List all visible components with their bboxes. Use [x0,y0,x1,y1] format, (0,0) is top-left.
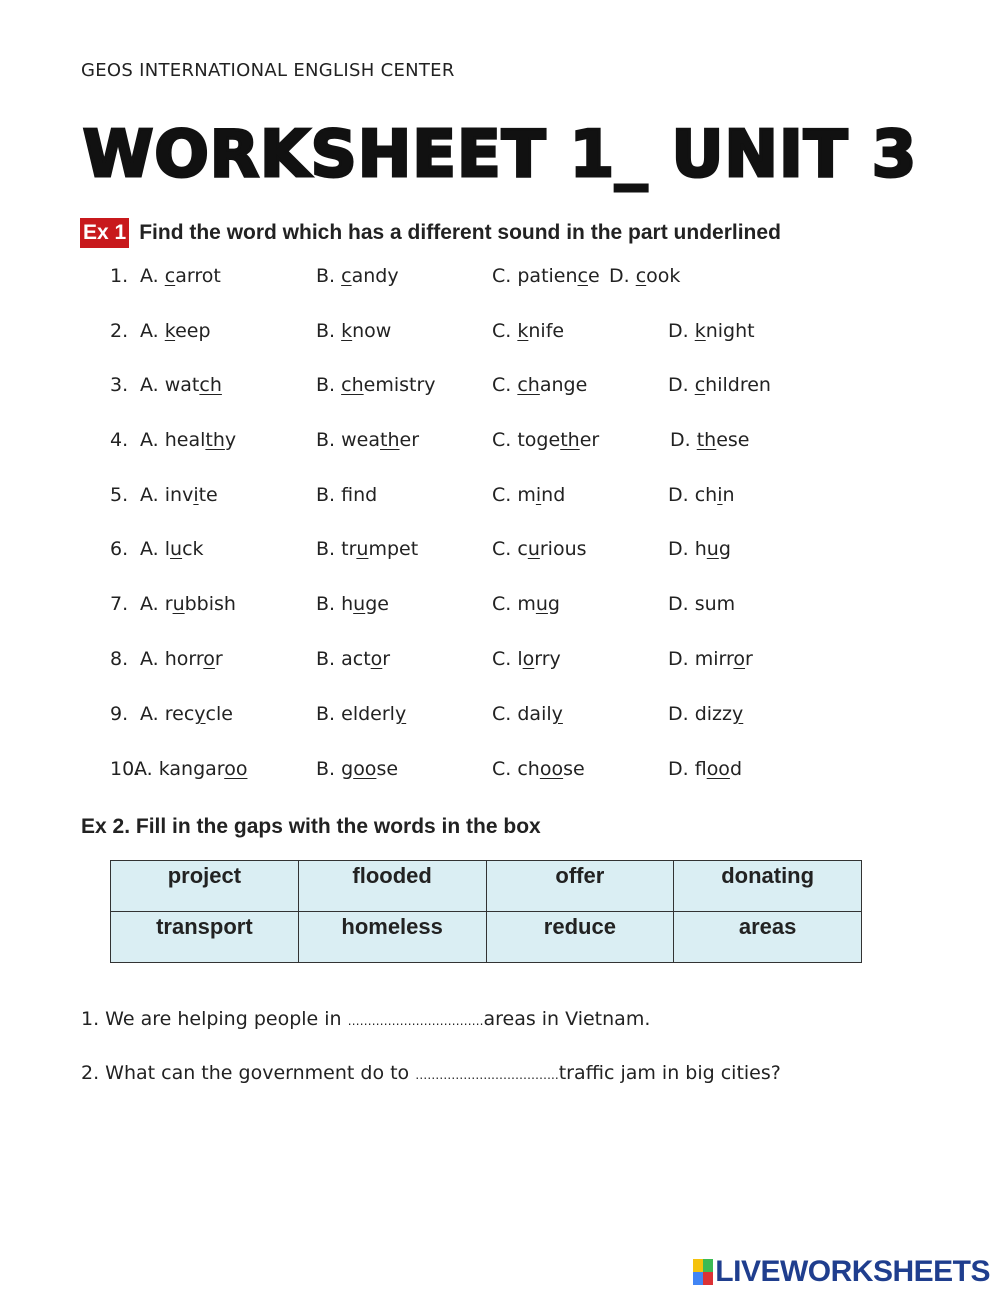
exercise-1-header [80,218,781,248]
answer-option[interactable] [668,593,735,615]
option-text: B. [316,758,342,780]
underlined-part: ch [341,374,364,396]
option-text: r [164,593,173,615]
option-text: te [198,484,218,506]
question-number: 7. [110,593,129,615]
answer-option[interactable] [316,484,377,506]
underlined-part: th [560,429,580,451]
underlined-part: i [717,484,723,506]
answer-option[interactable] [492,593,560,615]
option-text: andy [351,265,399,287]
option-text: d [729,758,742,780]
option-text: cle [205,703,233,725]
option-text: eep [175,320,211,342]
option-text: now [352,320,392,342]
question-row [0,374,1000,404]
option-text: se [563,758,585,780]
underlined-part: u [706,538,719,560]
answer-option[interactable] [316,374,436,396]
underlined-part: u [353,593,366,615]
answer-option[interactable] [316,538,418,560]
option-text: A. [140,484,165,506]
underlined-part: oo [706,758,730,780]
word-box-cell: project [111,861,299,912]
option-text: f [341,484,354,506]
underlined-part: i [535,484,542,506]
answer-option[interactable] [492,484,565,506]
option-text: C. [492,429,518,451]
answer-option[interactable] [140,703,233,725]
word-box-cell: homeless [298,912,486,963]
underlined-part: y [194,703,206,725]
option-text: A. [140,429,165,451]
logo-square [693,1272,703,1285]
option-text: h [341,593,354,615]
underlined-part: u [172,593,185,615]
option-text: D. [668,538,695,560]
option-text: D. [668,703,695,725]
underlined-part: i [193,484,199,506]
option-text: mpet [368,538,419,560]
word-box-row [111,861,862,912]
exercise-1-tag: Ex 1 [80,218,129,248]
underlined-part: c [577,265,588,287]
center-name: GEOS INTERNATIONAL ENGLISH CENTER [81,60,455,81]
answer-option[interactable] [316,429,419,451]
option-text: y [224,429,237,451]
option-text: A. [140,374,165,396]
option-text: A. [140,320,165,342]
option-text: A. [140,648,165,670]
word-box [110,860,862,963]
answer-option[interactable] [492,320,564,342]
logo-square [703,1272,713,1285]
word-box-cell: areas [674,912,862,963]
underlined-part: u [535,593,548,615]
underlined-part: u [356,538,369,560]
option-text: A. [140,593,165,615]
answer-option[interactable] [140,320,211,342]
option-text: ange [539,374,588,396]
liveworksheets-logo-icon [693,1259,713,1285]
answer-option[interactable] [140,484,218,506]
option-text: kangar [158,758,225,780]
question-number: 6. [110,538,129,560]
option-text: dail [517,703,552,725]
question-number: 3. [110,374,129,396]
option-text: B. [316,374,342,396]
option-text: hildren [705,374,771,396]
option-text: r [214,648,223,670]
gap-blank[interactable]: ……………….…………….. [415,1068,559,1082]
underlined-part: th [380,429,400,451]
option-text: B. [316,429,342,451]
answer-option[interactable] [668,374,771,396]
option-text: B. [316,593,342,615]
option-text: inv [164,484,194,506]
option-text: g [718,538,731,560]
question-number: 9. [110,703,129,725]
question-row [0,703,1000,733]
option-text: C. [492,265,518,287]
question-row [0,484,1000,514]
logo-square [693,1259,703,1272]
option-text: ese [716,429,750,451]
underlined-part: k [517,320,529,342]
option-text: r [382,648,391,670]
underlined-part: ch [199,374,222,396]
option-text: nd [353,484,378,506]
option-text: B. [316,320,342,342]
underlined-part: o [370,648,383,670]
answer-option[interactable] [140,593,236,615]
option-text: A. [140,265,165,287]
question-number: 2. [110,320,129,342]
underlined-part: oo [539,758,564,780]
option-text: C. [492,758,518,780]
option-text: nife [528,320,565,342]
answer-option[interactable] [492,265,600,287]
underlined-part: y [732,703,744,725]
answer-option[interactable] [609,265,680,287]
worksheet-title: WORKSHEET 1_ UNIT 3 [82,118,918,192]
underlined-part: oo [224,758,248,780]
option-text: horr [164,648,204,670]
answer-option[interactable] [492,429,599,451]
option-text: C. [492,320,518,342]
option-text: rry [534,648,561,670]
option-text: rec [164,703,195,725]
option-text: e [587,265,600,287]
underlined-part: k [694,320,706,342]
question-row [0,648,1000,678]
underlined-part: u [170,538,183,560]
word-box-cell: offer [486,861,674,912]
option-text: ch [694,484,718,506]
option-text: wea [341,429,380,451]
option-text: l [517,648,523,670]
underlined-part: y [394,703,407,725]
brand-name: LIVEWORKSHEETS [715,1255,990,1288]
liveworksheets-brand [693,1255,990,1289]
option-text: act [341,648,371,670]
word-box-row [111,912,862,963]
answer-option[interactable] [140,648,223,670]
option-text: ook [646,265,681,287]
option-text: sum [694,593,736,615]
underlined-part: k [341,320,353,342]
option-text: mirr [694,648,734,670]
sentence-text: areas in Vietnam. [483,1008,651,1030]
answer-option[interactable] [316,593,389,615]
option-text: wat [164,374,200,396]
option-text: m [517,593,536,615]
option-text: B. [316,265,342,287]
question-number: 5. [110,484,129,506]
option-text: A. [134,758,159,780]
option-text: D. [609,265,636,287]
sentence-text: 2. What can the government do to [81,1062,416,1084]
answer-option[interactable] [140,374,222,396]
answer-option[interactable] [668,538,731,560]
option-text: rious [539,538,587,560]
underlined-part: y [551,703,563,725]
option-text: er [399,429,420,451]
option-text: A. [140,703,165,725]
option-text: D. [668,484,695,506]
answer-option[interactable] [316,320,391,342]
answer-option[interactable] [668,758,742,780]
option-text: l [164,538,171,560]
option-text: er [579,429,600,451]
word-box-cell: transport [111,912,299,963]
question-row [0,758,1000,788]
question-number: 10. [110,758,141,780]
option-text: patien [517,265,578,287]
answer-option[interactable] [492,703,563,725]
answer-option[interactable] [670,429,750,451]
answer-option[interactable] [316,265,399,287]
answer-option[interactable] [668,320,755,342]
question-row [0,320,1000,350]
question-number: 1. [110,265,129,287]
answer-option[interactable] [492,648,561,670]
option-text: dizz [694,703,733,725]
option-text: ck [182,538,204,560]
option-text: C. [492,648,518,670]
option-text: g [547,593,560,615]
underlined-part: ch [517,374,540,396]
answer-option[interactable] [492,758,585,780]
exercise-1-instruction: Find the word which has a different sound in the part underlined [139,221,781,244]
option-text: elderl [341,703,395,725]
option-text: D. [670,429,697,451]
option-text: D. [668,593,695,615]
option-text: C. [492,593,518,615]
word-box-cell: reduce [486,912,674,963]
option-text: g [341,758,354,780]
answer-option[interactable] [668,648,753,670]
option-text: ge [365,593,389,615]
option-text: B. [316,484,342,506]
option-text: B. [316,538,342,560]
option-text: arrot [175,265,221,287]
answer-option[interactable] [668,484,735,506]
option-text: c [517,538,528,560]
underlined-part: o [733,648,746,670]
underlined-part: o [522,648,535,670]
underlined-part: o [203,648,215,670]
word-box-cell: flooded [298,861,486,912]
option-text: nd [541,484,566,506]
option-text: C. [492,374,518,396]
answer-option[interactable] [316,648,390,670]
option-text: B. [316,648,342,670]
underlined-part: th [696,429,717,451]
answer-option[interactable] [134,758,247,780]
underlined-part: u [527,538,540,560]
answer-option[interactable] [316,703,406,725]
option-text: emistry [363,374,436,396]
underlined-part: c [635,265,647,287]
underlined-part: k [164,320,176,342]
question-row [0,593,1000,623]
option-text: r [745,648,753,670]
logo-square [703,1259,713,1272]
option-text: se [376,758,399,780]
question-number: 4. [110,429,129,451]
answer-option[interactable] [668,703,743,725]
option-text: D. [668,648,695,670]
answer-option[interactable] [140,429,236,451]
word-box-cell: donating [674,861,862,912]
option-text: C. [492,484,518,506]
option-text: h [694,538,707,560]
answer-option[interactable] [492,538,587,560]
option-text: bbish [184,593,236,615]
sentence-text: traffic jam in big cities? [558,1062,781,1084]
option-text: n [722,484,735,506]
underlined-part: th [205,429,225,451]
gap-sentence-2 [81,1062,781,1084]
option-text: night [705,320,755,342]
sentence-text: 1. We are helping people in [81,1008,348,1030]
option-text: fl [694,758,707,780]
option-text: heal [164,429,206,451]
answer-option[interactable] [140,265,221,287]
option-text: toge [517,429,561,451]
underlined-part: c [164,265,176,287]
answer-option[interactable] [316,758,398,780]
option-text: tr [341,538,357,560]
question-row [0,265,1000,295]
option-text: D. [668,374,695,396]
question-number: 8. [110,648,129,670]
option-text: m [517,484,536,506]
option-text: D. [668,320,695,342]
answer-option[interactable] [492,374,587,396]
underlined-part: c [341,265,352,287]
option-text: B. [316,703,342,725]
question-row [0,538,1000,568]
answer-option[interactable] [140,538,204,560]
underlined-part: oo [353,758,377,780]
underlined-part: c [694,374,706,396]
gap-blank[interactable]: ……………………………. [347,1014,484,1028]
option-text: D. [668,758,695,780]
option-text: ch [517,758,540,780]
question-row [0,429,1000,459]
exercise-2-header: Ex 2. Fill in the gaps with the words in the box [81,815,541,838]
option-text: C. [492,703,518,725]
option-text: C. [492,538,518,560]
option-text: A. [140,538,165,560]
gap-sentence-1 [81,1008,650,1030]
